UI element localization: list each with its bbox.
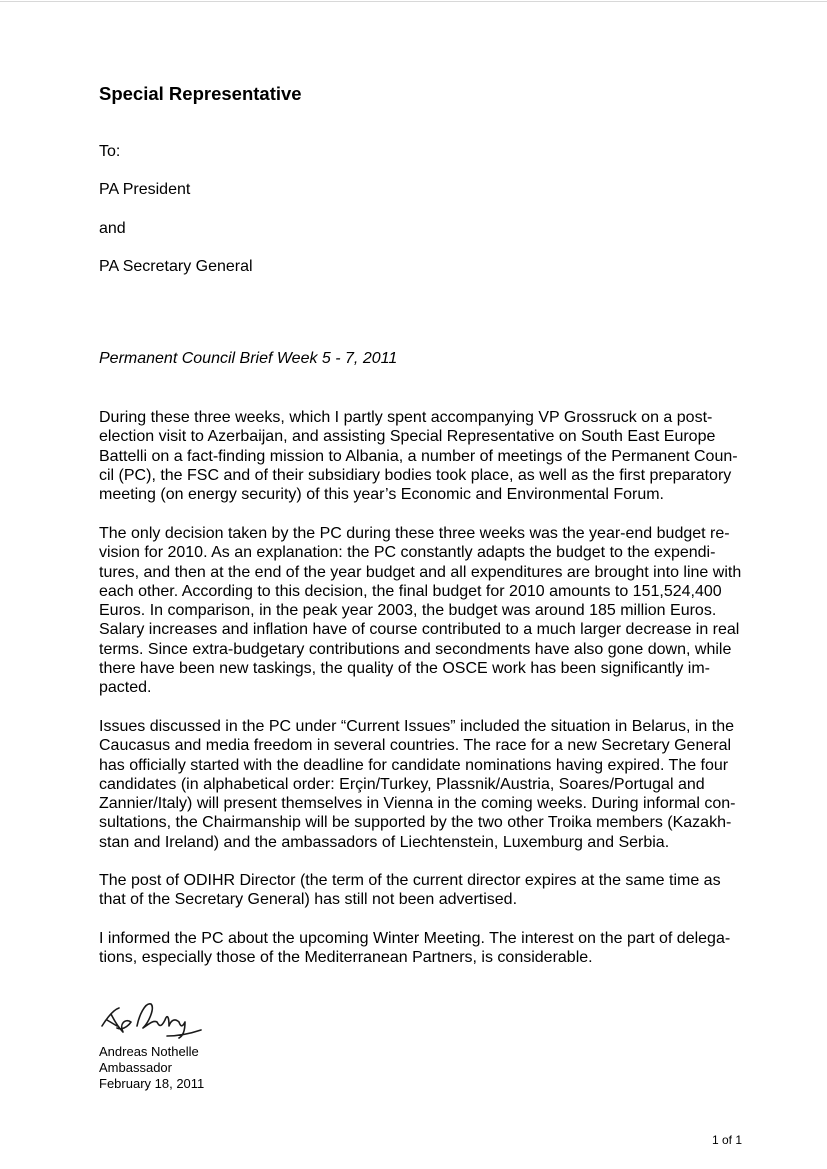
- paragraph-line: terms. Since extra-budgetary contributions and secondments have also gone down, while: [99, 640, 732, 658]
- paragraph-line: tions, especially those of the Mediterranean Partners, is considerable.: [99, 949, 593, 967]
- paragraph-line: The post of ODIHR Director (the term of the current director expires at the same time as: [99, 872, 721, 889]
- paragraph-line: The only decision taken by the PC during these three weeks was the year-end budget re-: [99, 525, 730, 542]
- signatory-name: Andreas Nothelle: [99, 1044, 199, 1059]
- paragraph-line: Zannier/Italy) will present themselves in Vienna in the coming weeks. During informal con-: [99, 795, 736, 813]
- signature-date: February 18, 2011: [99, 1076, 205, 1091]
- paragraph-line: stan and Ireland) and the ambassadors of Liechtenstein, Luxemburg and Serbia.: [99, 833, 670, 851]
- paragraph-line: Issues discussed in the PC under “Current Issues” included the situation in Belarus, in the: [99, 718, 734, 735]
- handwritten-signature: [97, 996, 209, 1040]
- paragraph-line: Caucasus and media freedom in several countries. The race for a new Secretary General: [99, 737, 732, 755]
- paragraph-3: [99, 717, 767, 852]
- paragraph-line: has officially started with the deadline for candidate nominations having expired. The four: [99, 756, 729, 774]
- paragraph-line: cil (PC), the FSC and of their subsidiary bodies took place, as well as the first preparatory: [99, 466, 732, 484]
- addressee-to: To:: [99, 143, 121, 160]
- addressee-second: PA Secretary General: [99, 258, 253, 275]
- paragraph-line: tures, and then at the end of the year budget and all expenditures are brought into line with: [99, 563, 742, 581]
- paragraph-line: election visit to Azerbaijan, and assisting Special Representative on South East Europe: [99, 428, 716, 446]
- paragraph-4: [99, 871, 767, 910]
- top-rule: [0, 1, 827, 2]
- document-heading: Special Representative: [99, 83, 302, 104]
- paragraph-line: Euros. In comparison, in the peak year 2003, the budget was around 185 million Euros.: [99, 602, 717, 620]
- paragraph-line: meeting (on energy security) of this year’s Economic and Environmental Forum.: [99, 486, 664, 504]
- addressee-conjunction: and: [99, 220, 126, 237]
- paragraph-line: sultations, the Chairmanship will be supported by the two other Troika members (Kazakh-: [99, 814, 732, 832]
- paragraph-line: Battelli on a fact-finding mission to Albania, a number of meetings of the Permanent Coun-: [99, 447, 738, 465]
- brief-title: Permanent Council Brief Week 5 - 7, 2011: [99, 350, 398, 367]
- paragraph-line: Salary increases and inflation have of course contributed to a much larger decrease in real: [99, 621, 740, 639]
- paragraph-line: that of the Secretary General) has still not been advertised.: [99, 891, 518, 909]
- paragraph-5: [99, 929, 767, 968]
- paragraph-1: [99, 408, 767, 504]
- paragraph-2: [99, 524, 767, 698]
- paragraph-line: vision for 2010. As an explanation: the PC constantly adapts the budget to the expendi-: [99, 544, 716, 562]
- paragraph-line: there have been new taskings, the quality of the OSCE work has been significantly im-: [99, 660, 710, 678]
- addressee-first: PA President: [99, 181, 191, 198]
- paragraph-line: I informed the PC about the upcoming Winter Meeting. The interest on the part of delega-: [99, 930, 731, 947]
- paragraph-line: each other. According to this decision, the final budget for 2010 amounts to 151,524,400: [99, 582, 722, 600]
- paragraph-line: pacted.: [99, 679, 152, 697]
- page-number: 1 of 1: [712, 1133, 743, 1147]
- paragraph-line: candidates (in alphabetical order: Erçin/Turkey, Plassnik/Austria, Soares/Portugal and: [99, 775, 705, 793]
- signatory-role: Ambassador: [99, 1060, 172, 1075]
- paragraph-line: During these three weeks, which I partly spent accompanying VP Grossruck on a post-: [99, 409, 713, 426]
